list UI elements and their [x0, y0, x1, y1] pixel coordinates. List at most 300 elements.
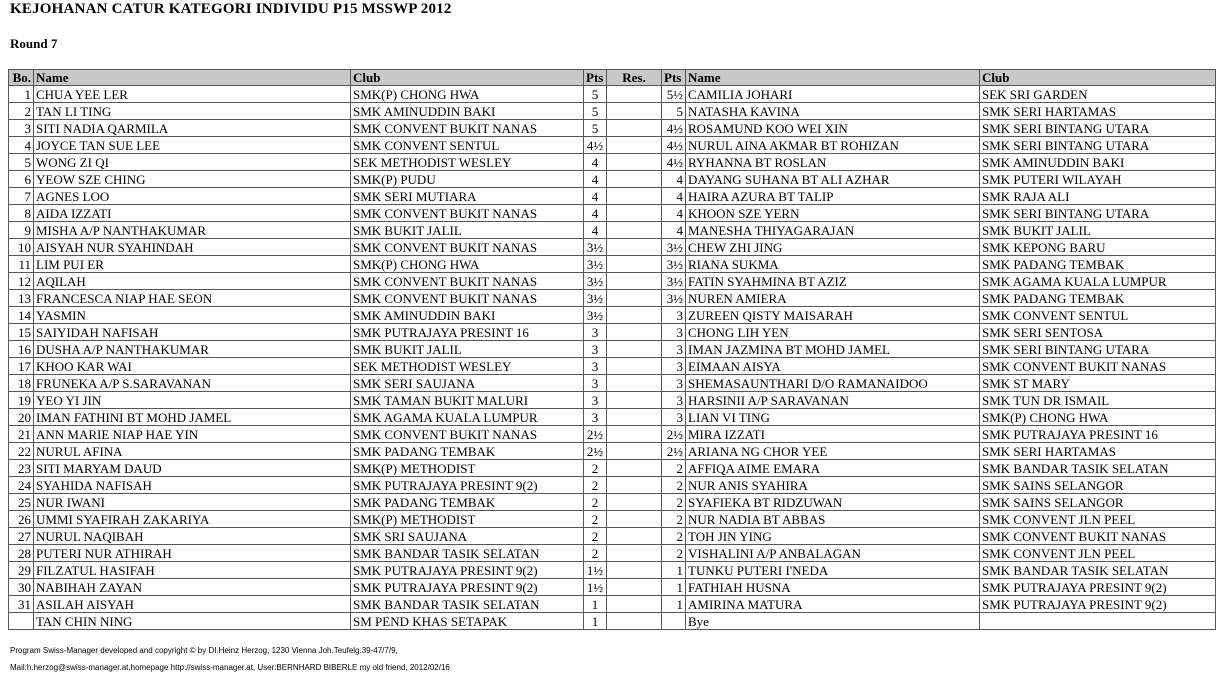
- white-player-club: SMK(P) CHONG HWA: [351, 86, 584, 103]
- white-player-points: 4: [584, 171, 607, 188]
- table-row: [9, 239, 1216, 256]
- white-player-club: SMK BUKIT JALIL: [351, 341, 584, 358]
- header-board: Bo.: [9, 70, 34, 86]
- table-row: [9, 341, 1216, 358]
- white-player-club: SMK TAMAN BUKIT MALURI: [351, 392, 584, 409]
- board-number: 7: [9, 188, 34, 205]
- black-player-club: SMK SERI BINTANG UTARA: [980, 120, 1216, 137]
- white-player-points: 3½: [584, 307, 607, 324]
- white-player-club: SMK(P) PUDU: [351, 171, 584, 188]
- black-player-name: TOH JIN YING: [686, 528, 980, 545]
- black-player-club: SMK PADANG TEMBAK: [980, 290, 1216, 307]
- white-player-points: 2: [584, 460, 607, 477]
- footer-copyright: Program Swiss-Manager developed and copyright © by DI.Heinz Herzog, 1230 Vienna Joh.Teufelg.39-47/7/9,: [10, 646, 398, 655]
- black-player-club: SMK SAINS SELANGOR: [980, 477, 1216, 494]
- white-player-club: SMK CONVENT SENTUL: [351, 137, 584, 154]
- black-player-points: 2: [662, 545, 686, 562]
- black-player-name: SYAFIEKA BT RIDZUWAN: [686, 494, 980, 511]
- white-player-name: FILZATUL HASIFAH: [34, 562, 351, 579]
- black-player-club: SMK AMINUDDIN BAKI: [980, 154, 1216, 171]
- white-player-points: 4½: [584, 137, 607, 154]
- black-player-club: SMK SERI SENTOSA: [980, 324, 1216, 341]
- game-result: [607, 290, 662, 307]
- black-player-club: [980, 613, 1216, 630]
- white-player-name: FRANCESCA NIAP HAE SEON: [34, 290, 351, 307]
- black-player-points: [662, 613, 686, 630]
- white-player-club: SMK CONVENT BUKIT NANAS: [351, 426, 584, 443]
- white-player-points: 4: [584, 188, 607, 205]
- white-player-name: YEO YI JIN: [34, 392, 351, 409]
- white-player-points: 1: [584, 613, 607, 630]
- white-player-club: SMK PUTRAJAYA PRESINT 9(2): [351, 562, 584, 579]
- black-player-points: 4: [662, 171, 686, 188]
- game-result: [607, 137, 662, 154]
- black-player-name: RYHANNA BT ROSLAN: [686, 154, 980, 171]
- game-result: [607, 307, 662, 324]
- game-result: [607, 188, 662, 205]
- black-player-name: MIRA IZZATI: [686, 426, 980, 443]
- table-row: [9, 358, 1216, 375]
- white-player-club: SMK BANDAR TASIK SELATAN: [351, 596, 584, 613]
- game-result: [607, 460, 662, 477]
- black-player-club: SMK SERI BINTANG UTARA: [980, 341, 1216, 358]
- white-player-name: KHOO KAR WAI: [34, 358, 351, 375]
- board-number: 31: [9, 596, 34, 613]
- board-number: 10: [9, 239, 34, 256]
- black-player-club: SMK SERI BINTANG UTARA: [980, 137, 1216, 154]
- white-player-points: 1: [584, 596, 607, 613]
- board-number: 19: [9, 392, 34, 409]
- white-player-points: 3: [584, 358, 607, 375]
- black-player-club: SMK CONVENT BUKIT NANAS: [980, 358, 1216, 375]
- black-player-name: NUREN AMIERA: [686, 290, 980, 307]
- white-player-points: 2: [584, 477, 607, 494]
- round-label: Round 7: [10, 36, 58, 51]
- table-row: [9, 494, 1216, 511]
- table-row: [9, 290, 1216, 307]
- black-player-name: TUNKU PUTERI I'NEDA: [686, 562, 980, 579]
- black-player-points: 4½: [662, 120, 686, 137]
- white-player-name: SYAHIDA NAFISAH: [34, 477, 351, 494]
- table-row: [9, 460, 1216, 477]
- table-row: [9, 324, 1216, 341]
- black-player-points: 1: [662, 562, 686, 579]
- white-player-name: TAN LI TING: [34, 103, 351, 120]
- white-player-points: 3½: [584, 256, 607, 273]
- white-player-club: SMK SERI MUTIARA: [351, 188, 584, 205]
- board-number: 25: [9, 494, 34, 511]
- black-player-name: ARIANA NG CHOR YEE: [686, 443, 980, 460]
- page-title: KEJOHANAN CATUR KATEGORI INDIVIDU P15 MSSWP 2012: [10, 1, 452, 17]
- white-player-name: FRUNEKA A/P S.SARAVANAN: [34, 375, 351, 392]
- game-result: [607, 579, 662, 596]
- black-player-points: 1: [662, 579, 686, 596]
- table-row: [9, 103, 1216, 120]
- black-player-name: IMAN JAZMINA BT MOHD JAMEL: [686, 341, 980, 358]
- table-row: [9, 613, 1216, 630]
- white-player-points: 5: [584, 86, 607, 103]
- black-player-name: CAMILIA JOHARI: [686, 86, 980, 103]
- white-player-points: 4: [584, 222, 607, 239]
- black-player-name: NURUL AINA AKMAR BT ROHIZAN: [686, 137, 980, 154]
- table-row: [9, 409, 1216, 426]
- black-player-points: 4: [662, 188, 686, 205]
- header-name-black: Name: [686, 70, 980, 86]
- white-player-points: 2: [584, 545, 607, 562]
- black-player-name: NUR NADIA BT ABBAS: [686, 511, 980, 528]
- black-player-club: SMK BANDAR TASIK SELATAN: [980, 460, 1216, 477]
- black-player-name: HARSINII A/P SARAVANAN: [686, 392, 980, 409]
- game-result: [607, 120, 662, 137]
- board-number: 15: [9, 324, 34, 341]
- table-row: [9, 528, 1216, 545]
- header-club-black: Club: [980, 70, 1216, 86]
- white-player-name: JOYCE TAN SUE LEE: [34, 137, 351, 154]
- white-player-club: SMK PUTRAJAYA PRESINT 16: [351, 324, 584, 341]
- black-player-points: 4½: [662, 137, 686, 154]
- white-player-club: SMK(P) CHONG HWA: [351, 256, 584, 273]
- table-row: [9, 579, 1216, 596]
- white-player-points: 3: [584, 324, 607, 341]
- white-player-name: NABIHAH ZAYAN: [34, 579, 351, 596]
- game-result: [607, 443, 662, 460]
- white-player-name: AISYAH NUR SYAHINDAH: [34, 239, 351, 256]
- board-number: 17: [9, 358, 34, 375]
- board-number: 3: [9, 120, 34, 137]
- white-player-club: SMK PADANG TEMBAK: [351, 443, 584, 460]
- white-player-name: PUTERI NUR ATHIRAH: [34, 545, 351, 562]
- black-player-club: SMK KEPONG BARU: [980, 239, 1216, 256]
- black-player-points: 1: [662, 596, 686, 613]
- board-number: 12: [9, 273, 34, 290]
- board-number: 9: [9, 222, 34, 239]
- white-player-club: SMK PUTRAJAYA PRESINT 9(2): [351, 477, 584, 494]
- board-number: 14: [9, 307, 34, 324]
- white-player-name: AGNES LOO: [34, 188, 351, 205]
- game-result: [607, 596, 662, 613]
- black-player-name: NUR ANIS SYAHIRA: [686, 477, 980, 494]
- white-player-points: 3½: [584, 273, 607, 290]
- black-player-name: AMIRINA MATURA: [686, 596, 980, 613]
- white-player-name: YASMIN: [34, 307, 351, 324]
- game-result: [607, 86, 662, 103]
- game-result: [607, 426, 662, 443]
- black-player-club: SMK CONVENT JLN PEEL: [980, 545, 1216, 562]
- white-player-points: 2½: [584, 426, 607, 443]
- black-player-points: 4½: [662, 154, 686, 171]
- table-row: [9, 273, 1216, 290]
- board-number: 13: [9, 290, 34, 307]
- game-result: [607, 494, 662, 511]
- game-result: [607, 205, 662, 222]
- game-result: [607, 154, 662, 171]
- white-player-club: SMK BUKIT JALIL: [351, 222, 584, 239]
- white-player-points: 2: [584, 511, 607, 528]
- black-player-name: MANESHA THIYAGARAJAN: [686, 222, 980, 239]
- game-result: [607, 375, 662, 392]
- black-player-club: SMK ST MARY: [980, 375, 1216, 392]
- table-row: [9, 562, 1216, 579]
- game-result: [607, 358, 662, 375]
- game-result: [607, 545, 662, 562]
- white-player-points: 2: [584, 528, 607, 545]
- black-player-name: HAIRA AZURA BT TALIP: [686, 188, 980, 205]
- table-row: [9, 188, 1216, 205]
- white-player-points: 3: [584, 409, 607, 426]
- black-player-points: 3: [662, 307, 686, 324]
- table-header-row: [9, 70, 1216, 86]
- black-player-points: 2: [662, 528, 686, 545]
- footer-contact: Mail:h.herzog@swiss-manager.at,homepage http://swiss-manager.at, User:BERNHARD BIBERLE my old friend, 2012/02/16: [10, 663, 450, 672]
- black-player-name: ROSAMUND KOO WEI XIN: [686, 120, 980, 137]
- game-result: [607, 341, 662, 358]
- table-row: [9, 154, 1216, 171]
- board-number: 5: [9, 154, 34, 171]
- black-player-club: SMK AGAMA KUALA LUMPUR: [980, 273, 1216, 290]
- table-row: [9, 392, 1216, 409]
- white-player-club: SMK SRI SAUJANA: [351, 528, 584, 545]
- black-player-club: SMK SAINS SELANGOR: [980, 494, 1216, 511]
- white-player-name: SITI MARYAM DAUD: [34, 460, 351, 477]
- board-number: 18: [9, 375, 34, 392]
- board-number: 28: [9, 545, 34, 562]
- table-row: [9, 511, 1216, 528]
- white-player-club: SMK CONVENT BUKIT NANAS: [351, 290, 584, 307]
- white-player-points: 4: [584, 205, 607, 222]
- white-player-name: NUR IWANI: [34, 494, 351, 511]
- black-player-name: VISHALINI A/P ANBALAGAN: [686, 545, 980, 562]
- white-player-club: SMK PUTRAJAYA PRESINT 9(2): [351, 579, 584, 596]
- game-result: [607, 103, 662, 120]
- white-player-name: SITI NADIA QARMILA: [34, 120, 351, 137]
- white-player-points: 3: [584, 375, 607, 392]
- black-player-points: 3½: [662, 273, 686, 290]
- board-number: 29: [9, 562, 34, 579]
- black-player-name: LIAN VI TING: [686, 409, 980, 426]
- black-player-points: 3: [662, 409, 686, 426]
- black-player-club: SMK SERI HARTAMAS: [980, 103, 1216, 120]
- table-row: [9, 171, 1216, 188]
- white-player-name: DUSHA A/P NANTHAKUMAR: [34, 341, 351, 358]
- black-player-club: SMK PADANG TEMBAK: [980, 256, 1216, 273]
- white-player-name: AIDA IZZATI: [34, 205, 351, 222]
- white-player-club: SMK CONVENT BUKIT NANAS: [351, 273, 584, 290]
- white-player-name: LIM PUI ER: [34, 256, 351, 273]
- board-number: [9, 613, 34, 630]
- black-player-name: EIMAAN AISYA: [686, 358, 980, 375]
- black-player-club: SMK PUTERI WILAYAH: [980, 171, 1216, 188]
- white-player-name: UMMI SYAFIRAH ZAKARIYA: [34, 511, 351, 528]
- black-player-club: SMK PUTRAJAYA PRESINT 16: [980, 426, 1216, 443]
- black-player-points: 2: [662, 477, 686, 494]
- white-player-club: SM PEND KHAS SETAPAK: [351, 613, 584, 630]
- black-player-club: SMK BANDAR TASIK SELATAN: [980, 562, 1216, 579]
- black-player-club: SMK PUTRAJAYA PRESINT 9(2): [980, 596, 1216, 613]
- black-player-points: 3: [662, 324, 686, 341]
- white-player-club: SMK SERI SAUJANA: [351, 375, 584, 392]
- white-player-name: MISHA A/P NANTHAKUMAR: [34, 222, 351, 239]
- white-player-name: CHUA YEE LER: [34, 86, 351, 103]
- black-player-club: SEK SRI GARDEN: [980, 86, 1216, 103]
- black-player-name: KHOON SZE YERN: [686, 205, 980, 222]
- game-result: [607, 222, 662, 239]
- white-player-club: SMK AGAMA KUALA LUMPUR: [351, 409, 584, 426]
- table-row: [9, 86, 1216, 103]
- black-player-points: 5: [662, 103, 686, 120]
- black-player-club: SMK CONVENT JLN PEEL: [980, 511, 1216, 528]
- table-row: [9, 477, 1216, 494]
- black-player-club: SMK RAJA ALI: [980, 188, 1216, 205]
- black-player-club: SMK TUN DR ISMAIL: [980, 392, 1216, 409]
- black-player-name: CHEW ZHI JING: [686, 239, 980, 256]
- black-player-points: 3½: [662, 256, 686, 273]
- white-player-club: SMK(P) METHODIST: [351, 511, 584, 528]
- black-player-name: NATASHA KAVINA: [686, 103, 980, 120]
- board-number: 16: [9, 341, 34, 358]
- white-player-club: SMK(P) METHODIST: [351, 460, 584, 477]
- black-player-points: 4: [662, 205, 686, 222]
- header-result: Res.: [607, 70, 662, 86]
- game-result: [607, 324, 662, 341]
- black-player-points: 2: [662, 460, 686, 477]
- game-result: [607, 562, 662, 579]
- board-number: 6: [9, 171, 34, 188]
- table-row: [9, 443, 1216, 460]
- white-player-points: 3½: [584, 290, 607, 307]
- black-player-points: 2½: [662, 426, 686, 443]
- board-number: 11: [9, 256, 34, 273]
- game-result: [607, 171, 662, 188]
- white-player-points: 2½: [584, 443, 607, 460]
- table-row: [9, 120, 1216, 137]
- game-result: [607, 528, 662, 545]
- board-number: 30: [9, 579, 34, 596]
- black-player-club: SMK SERI HARTAMAS: [980, 443, 1216, 460]
- table-row: [9, 137, 1216, 154]
- white-player-points: 5: [584, 120, 607, 137]
- black-player-points: 3: [662, 358, 686, 375]
- white-player-points: 1½: [584, 562, 607, 579]
- white-player-club: SMK BANDAR TASIK SELATAN: [351, 545, 584, 562]
- table-row: [9, 426, 1216, 443]
- white-player-club: SEK METHODIST WESLEY: [351, 154, 584, 171]
- black-player-points: 3½: [662, 290, 686, 307]
- board-number: 23: [9, 460, 34, 477]
- white-player-club: SMK PADANG TEMBAK: [351, 494, 584, 511]
- game-result: [607, 613, 662, 630]
- white-player-points: 2: [584, 494, 607, 511]
- black-player-points: 5½: [662, 86, 686, 103]
- board-number: 27: [9, 528, 34, 545]
- board-number: 2: [9, 103, 34, 120]
- black-player-club: SMK CONVENT SENTUL: [980, 307, 1216, 324]
- board-number: 22: [9, 443, 34, 460]
- black-player-name: DAYANG SUHANA BT ALI AZHAR: [686, 171, 980, 188]
- black-player-points: 3: [662, 392, 686, 409]
- black-player-name: RIANA SUKMA: [686, 256, 980, 273]
- board-number: 26: [9, 511, 34, 528]
- table-row: [9, 545, 1216, 562]
- header-points-black: Pts: [662, 70, 686, 86]
- black-player-points: 2½: [662, 443, 686, 460]
- board-number: 1: [9, 86, 34, 103]
- black-player-club: SMK CONVENT BUKIT NANAS: [980, 528, 1216, 545]
- black-player-name: FATHIAH HUSNA: [686, 579, 980, 596]
- header-name-white: Name: [34, 70, 351, 86]
- black-player-name: SHEMASAUNTHARI D/O RAMANAIDOO: [686, 375, 980, 392]
- white-player-club: SMK CONVENT BUKIT NANAS: [351, 120, 584, 137]
- white-player-club: SMK CONVENT BUKIT NANAS: [351, 205, 584, 222]
- game-result: [607, 392, 662, 409]
- white-player-name: NURUL AFINA: [34, 443, 351, 460]
- game-result: [607, 256, 662, 273]
- white-player-name: YEOW SZE CHING: [34, 171, 351, 188]
- pairings-table: [8, 69, 1216, 630]
- white-player-name: TAN CHIN NING: [34, 613, 351, 630]
- game-result: [607, 477, 662, 494]
- black-player-name: FATIN SYAHMINA BT AZIZ: [686, 273, 980, 290]
- white-player-points: 3: [584, 392, 607, 409]
- game-result: [607, 511, 662, 528]
- table-row: [9, 256, 1216, 273]
- black-player-points: 4: [662, 222, 686, 239]
- black-player-points: 3: [662, 375, 686, 392]
- board-number: 24: [9, 477, 34, 494]
- white-player-points: 3½: [584, 239, 607, 256]
- black-player-points: 2: [662, 511, 686, 528]
- white-player-name: AQILAH: [34, 273, 351, 290]
- black-player-club: SMK BUKIT JALIL: [980, 222, 1216, 239]
- board-number: 8: [9, 205, 34, 222]
- black-player-name: CHONG LIH YEN: [686, 324, 980, 341]
- black-player-club: SMK SERI BINTANG UTARA: [980, 205, 1216, 222]
- black-player-points: 2: [662, 494, 686, 511]
- table-row: [9, 596, 1216, 613]
- table-row: [9, 307, 1216, 324]
- white-player-name: WONG ZI QI: [34, 154, 351, 171]
- game-result: [607, 239, 662, 256]
- black-player-name: Bye: [686, 613, 980, 630]
- black-player-club: SMK(P) CHONG HWA: [980, 409, 1216, 426]
- black-player-points: 3: [662, 341, 686, 358]
- board-number: 20: [9, 409, 34, 426]
- board-number: 21: [9, 426, 34, 443]
- white-player-club: SMK AMINUDDIN BAKI: [351, 307, 584, 324]
- white-player-points: 3: [584, 341, 607, 358]
- white-player-name: ANN MARIE NIAP HAE YIN: [34, 426, 351, 443]
- header-club-white: Club: [351, 70, 584, 86]
- black-player-club: SMK PUTRAJAYA PRESINT 9(2): [980, 579, 1216, 596]
- pairings-body: [9, 86, 1216, 630]
- board-number: 4: [9, 137, 34, 154]
- table-row: [9, 222, 1216, 239]
- white-player-name: ASILAH AISYAH: [34, 596, 351, 613]
- header-points-white: Pts: [584, 70, 607, 86]
- white-player-name: NURUL NAQIBAH: [34, 528, 351, 545]
- white-player-points: 4: [584, 154, 607, 171]
- white-player-club: SEK METHODIST WESLEY: [351, 358, 584, 375]
- table-row: [9, 205, 1216, 222]
- table-row: [9, 375, 1216, 392]
- white-player-name: SAIYIDAH NAFISAH: [34, 324, 351, 341]
- white-player-club: SMK AMINUDDIN BAKI: [351, 103, 584, 120]
- white-player-points: 5: [584, 103, 607, 120]
- white-player-club: SMK CONVENT BUKIT NANAS: [351, 239, 584, 256]
- black-player-name: ZUREEN QISTY MAISARAH: [686, 307, 980, 324]
- black-player-name: AFFIQA AIME EMARA: [686, 460, 980, 477]
- game-result: [607, 273, 662, 290]
- white-player-points: 1½: [584, 579, 607, 596]
